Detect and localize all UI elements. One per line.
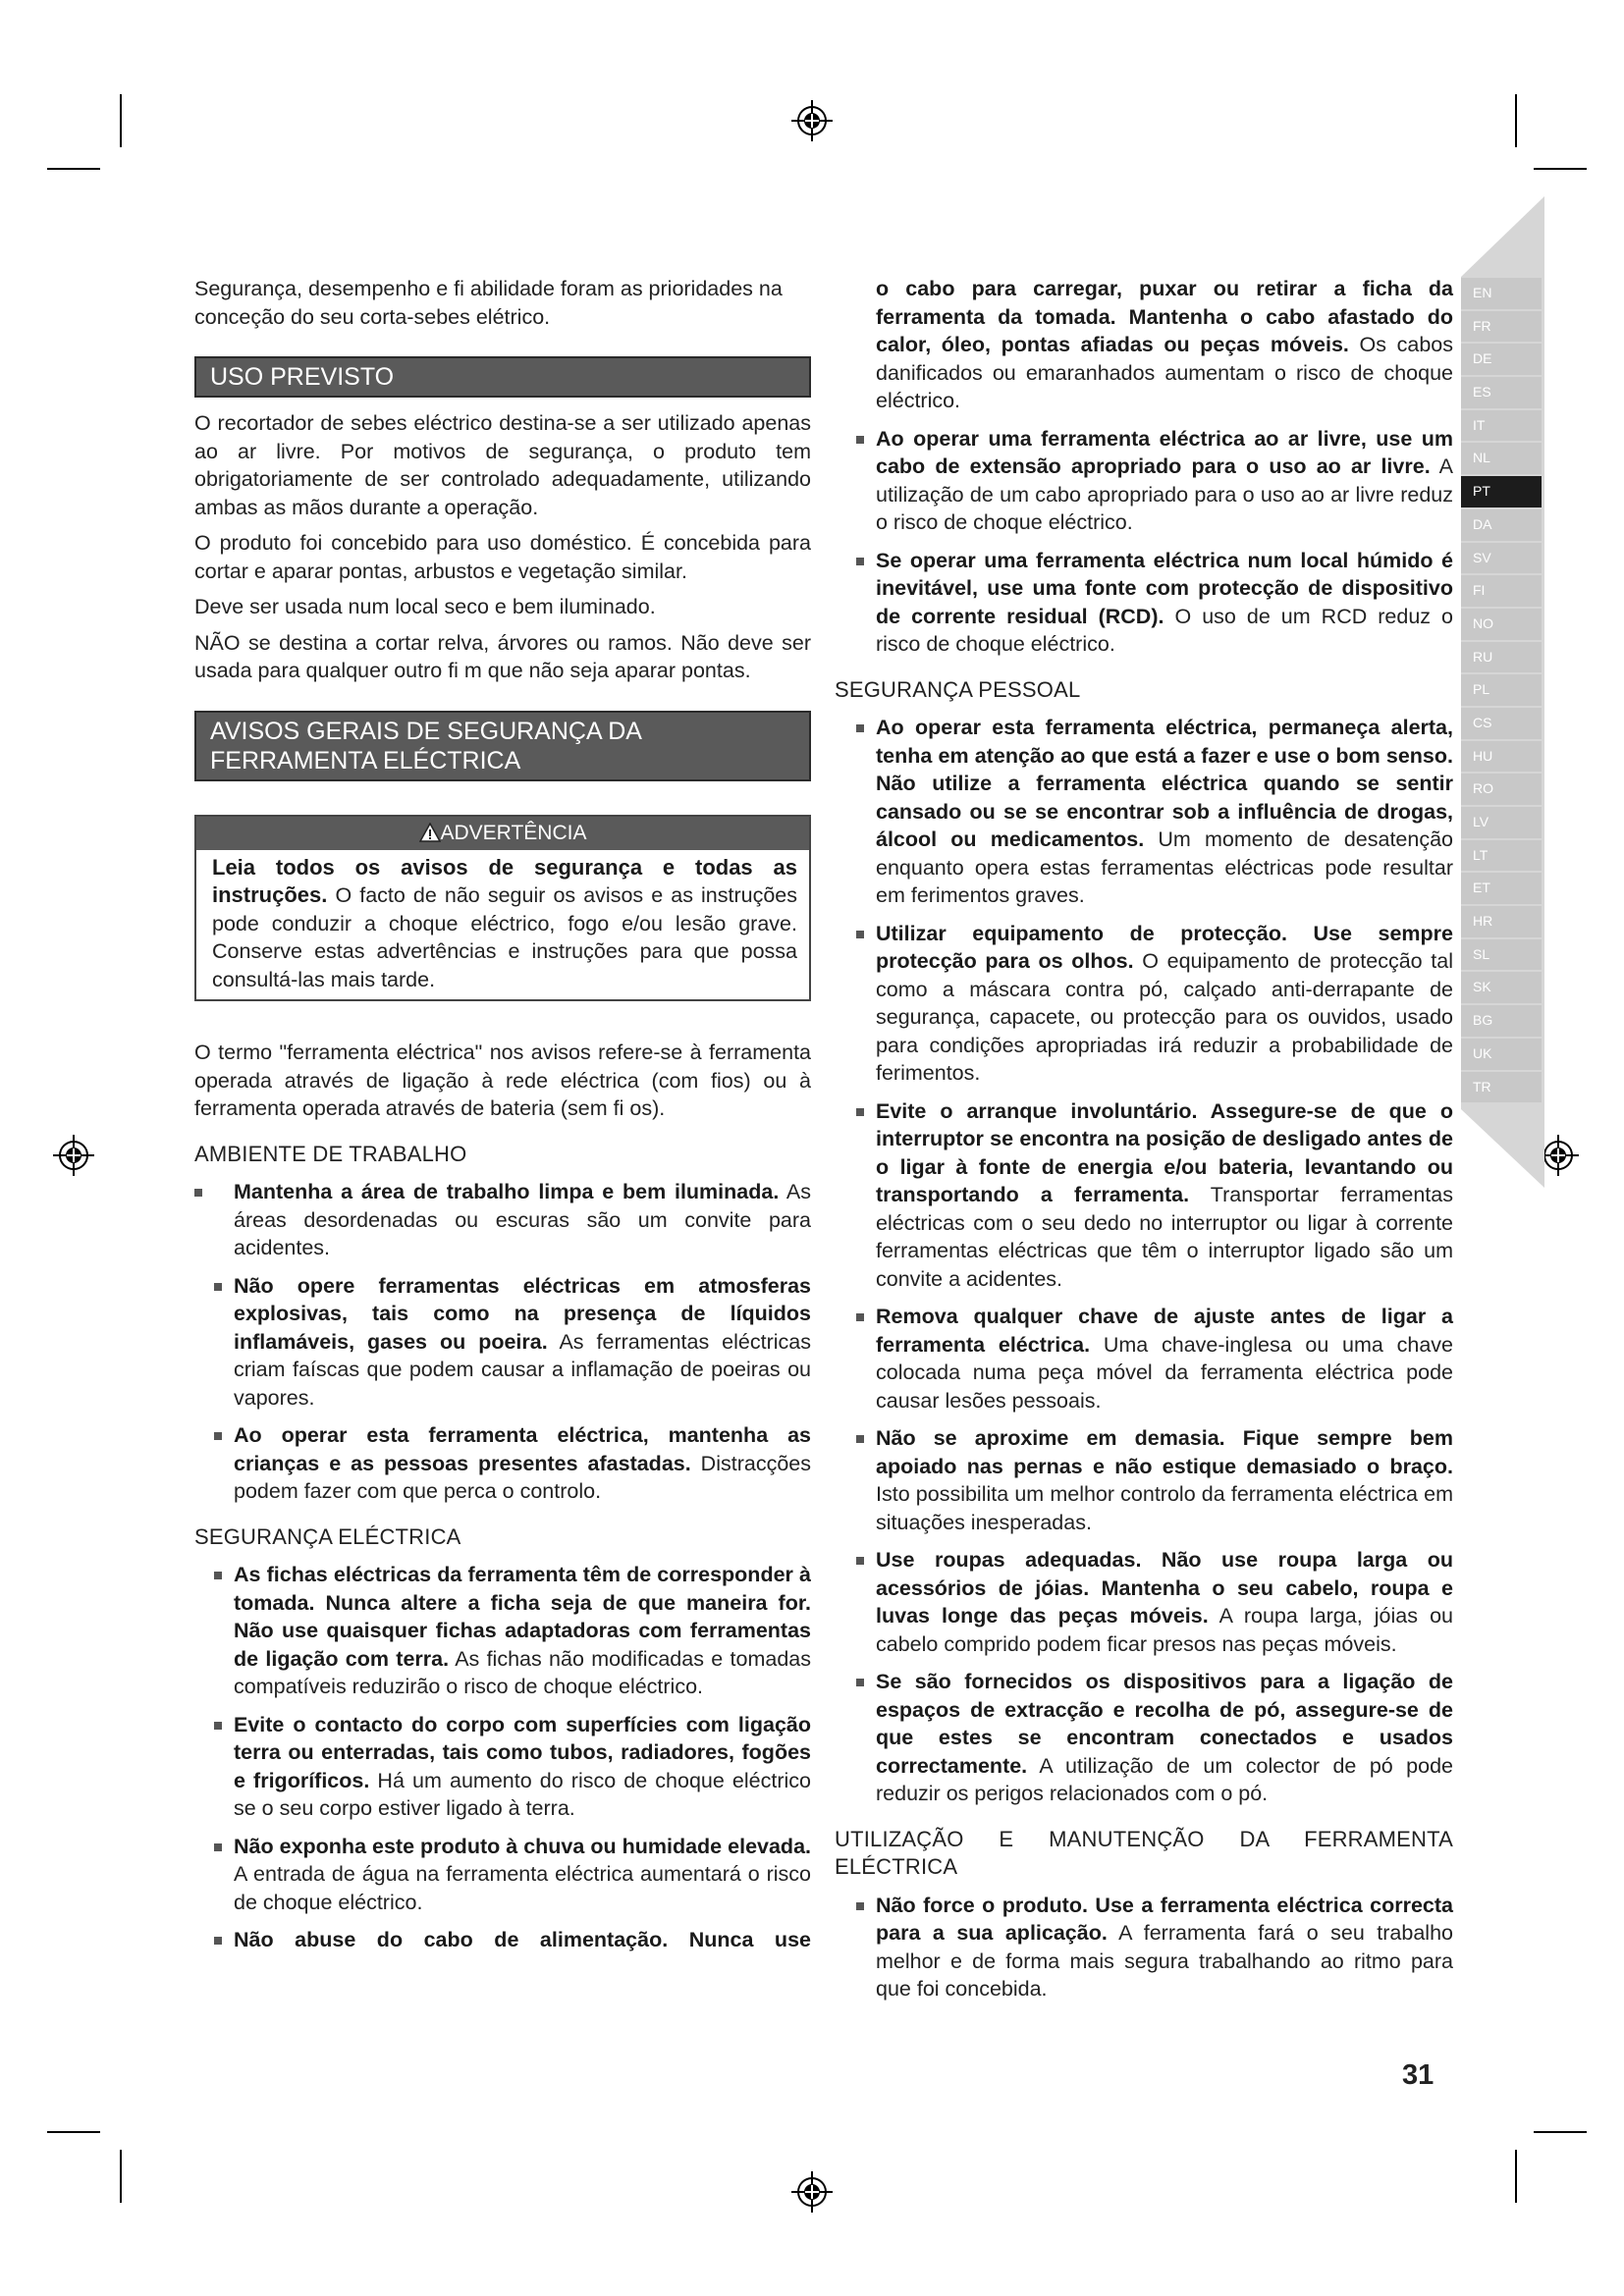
page-number: 31 [1402, 2059, 1435, 2091]
definition-paragraph: O termo "ferramenta eléctrica" nos avisos refere-se à ferramenta operada através de ligação à rede eléctrica (com fios) ou à ferramenta operada através de bateria (sem fi os). [194, 1041, 811, 1120]
list-item: Utilizar equipamento de protecção. Use sempre protecção para os olhos. O equipamento de protecção tal como a máscara contra pó, calçado anti-derrapante de segurança, capacete, ou protecção para os ouvidos, usado para condições apropriadas irá reduzir a probabilidade de ferimentos. [835, 920, 1453, 1088]
section-heading-seguranca-electrica: SEGURANÇA ELÉCTRICA [194, 1523, 461, 1549]
section-heading-seguranca-pessoal: SEGURANÇA PESSOAL [835, 676, 1081, 702]
list-item: Não opere ferramentas eléctricas em atmosferas explosivas, tais como na presença de líquidos inflamáveis, gases ou poeira. As ferramentas eléctricas criam faíscas que podem causar a inflamação de poeiras ou vapores. [194, 1272, 811, 1413]
list-item: Ao operar esta ferramenta eléctrica, mantenha as crianças e as pessoas presentes afastadas. Distracções podem fazer com que perca o controlo. [194, 1421, 811, 1506]
warning-box [194, 815, 811, 1002]
warning-lead: Leia todos os avisos de segurança e todas as instruções. [212, 854, 797, 907]
crop-mark [1534, 2131, 1587, 2133]
language-tab-da[interactable]: DA [1461, 509, 1542, 541]
list-item: Não force o produto. Use a ferramenta eléctrica correcta para a sua aplicação. A ferramenta fará o seu trabalho melhor e de forma mais segura trabalhando ao ritmo para que foi concebida. [835, 1892, 1453, 2003]
language-tabs [1461, 278, 1542, 1104]
warning-title: ADVERTÊNCIA [440, 821, 587, 844]
list-item: Mantenha a área de trabalho limpa e bem iluminada. As áreas desordenadas ou escuras são um convite para acidentes. [194, 1178, 811, 1262]
language-tab-es[interactable]: ES [1461, 377, 1542, 408]
language-tab-pt[interactable]: PT [1461, 476, 1542, 507]
language-tab-fi[interactable]: FI [1461, 575, 1542, 607]
language-tab-cs[interactable]: CS [1461, 708, 1542, 739]
language-tab-ru[interactable]: RU [1461, 642, 1542, 673]
language-tab-tr[interactable]: TR [1461, 1072, 1542, 1103]
list-item-continuation: o cabo para carregar, puxar ou retirar a ficha da ferramenta da tomada. Mantenha o cabo afastado do calor, óleo, pontas afiadas ou peças móveis. Os cabos danificados ou emaranhados aumentam o risco de choque eléctrico. [876, 277, 1453, 412]
language-tab-lv[interactable]: LV [1461, 807, 1542, 838]
list-item: Use roupas adequadas. Não use roupa larga ou acessórios de jóias. Mantenha o seu cabelo, roupa e luvas longe das peças móveis. A roupa larga, jóias ou cabelo comprido podem ficar presos nas peças móveis. [835, 1546, 1453, 1658]
list-item: Se são fornecidos os dispositivos para a ligação de espaços de extracção e recolha de pó, assegure-se de que estes se encontram conectados e usados correctamente. A utilização de um colector de pó pode reduzir os perigos relacionados com o pó. [835, 1668, 1453, 1808]
right-column [835, 275, 1453, 2013]
section-heading-utilizacao: UTILIZAÇÃO E MANUTENÇÃO DA FERRAMENTA ELÉCTRICA [835, 1826, 1453, 1879]
list-item: Evite o contacto do corpo com superfícies com ligação terra ou enterradas, tais como tubos, radiadores, fogões e frigoríficos. Há um aumento do risco de choque eléctrico se o seu corpo estiver ligado à terra. [194, 1711, 811, 1823]
list-item: Não se aproxime em demasia. Fique sempre bem apoiado nas pernas e não estique demasiado o braço. Isto possibilita um melhor controlo da ferramenta eléctrica em situações inesperadas. [835, 1424, 1453, 1536]
language-tab-pl[interactable]: PL [1461, 674, 1542, 706]
crop-mark [47, 2131, 100, 2133]
crop-mark [1534, 168, 1587, 170]
language-tab-bg[interactable]: BG [1461, 1005, 1542, 1037]
language-tab-ro[interactable]: RO [1461, 774, 1542, 805]
language-tab-de[interactable]: DE [1461, 344, 1542, 375]
crop-mark [47, 168, 100, 170]
registration-mark-icon [789, 98, 835, 143]
list-item: Não abuse do cabo de alimentação. Nunca use [194, 1926, 811, 1954]
language-tab-en[interactable]: EN [1461, 278, 1542, 309]
section-banner-uso-previsto: USO PREVISTO [194, 356, 811, 398]
list-item: Ao operar uma ferramenta eléctrica ao ar livre, use um cabo de extensão apropriado para o uso ao ar livre. A utilização de um cabo apropriado para o uso ao ar livre reduz o risco de choque eléctrico. [835, 425, 1453, 537]
language-tab-hu[interactable]: HU [1461, 741, 1542, 773]
crop-mark [120, 94, 122, 147]
language-tab-nl[interactable]: NL [1461, 443, 1542, 474]
intro-paragraph: Segurança, desempenho e fi abilidade foram as prioridades na conceção do seu corta-sebes elétrico. [194, 277, 783, 329]
language-tab-uk[interactable]: UK [1461, 1039, 1542, 1070]
language-tab-fr[interactable]: FR [1461, 311, 1542, 343]
paragraph: O recortador de sebes eléctrico destina-se a ser utilizado apenas ao ar livre. Por motivos de segurança, o produto tem obrigatoriamente de ser controlado adequadamente, utilizando ambas as mãos durante a operação. [194, 411, 811, 519]
language-tab-no[interactable]: NO [1461, 609, 1542, 640]
paragraph: O produto foi concebido para uso doméstico. É concebida para cortar e aparar pontas, arbustos e vegetação similar. [194, 531, 811, 583]
warning-body [196, 850, 809, 1000]
list-item: Não exponha este produto à chuva ou humidade elevada. A entrada de água na ferramenta eléctrica aumentará o risco de choque eléctrico. [194, 1833, 811, 1917]
list-item: Se operar uma ferramenta eléctrica num local húmido é inevitável, use uma fonte com protecção de dispositivo de corrente residual (RCD). O uso de um RCD reduz o risco de choque eléctrico. [835, 547, 1453, 659]
registration-mark-icon [789, 2169, 835, 2215]
left-column [194, 275, 811, 1964]
language-tab-it[interactable]: IT [1461, 410, 1542, 442]
crop-mark [1515, 2150, 1517, 2203]
warning-header [196, 817, 809, 850]
language-tab-lt[interactable]: LT [1461, 840, 1542, 872]
warning-text: O facto de não seguir os avisos e as instruções pode conduzir a choque eléctrico, fogo e/ou lesão grave. Conserve estas advertências e instruções para que possa consultá-las mais tarde. [212, 883, 797, 991]
list-item: As fichas eléctricas da ferramenta têm de corresponder à tomada. Nunca altere a ficha seja de que maneira for. Não use quaisquer fichas adaptadoras com ferramentas de ligação com terra. As fichas não modificadas e tomadas compatíveis reduzirão o risco de choque eléctrico. [194, 1561, 811, 1701]
language-tab-sv[interactable]: SV [1461, 543, 1542, 574]
crop-mark [1515, 94, 1517, 147]
section-banner-avisos: AVISOS GERAIS DE SEGURANÇA DA FERRAMENTA ELÉCTRICA [194, 711, 811, 781]
crop-mark [120, 2150, 122, 2203]
language-tab-et[interactable]: ET [1461, 873, 1542, 904]
language-tab-sk[interactable]: SK [1461, 972, 1542, 1003]
warning-triangle-icon [419, 823, 441, 842]
list-item: Remova qualquer chave de ajuste antes de ligar a ferramenta eléctrica. Uma chave-inglesa ou uma chave colocada numa peça móvel da ferramenta eléctrica pode causar lesões pessoais. [835, 1303, 1453, 1415]
list-item: Evite o arranque involuntário. Assegure-se de que o interruptor se encontra na posição de desligado antes de o ligar à fonte de energia e/ou bateria, levantando ou transportando a ferramenta. Transportar ferramentas eléctricas com o seu dedo no interruptor ou ligar à corrente ferramentas eléctricas que têm o interruptor ligado são um convite a acidentes. [835, 1097, 1453, 1294]
paragraph: Deve ser usada num local seco e bem iluminado. [194, 595, 656, 618]
language-tab-sl[interactable]: SL [1461, 939, 1542, 971]
section-heading-ambiente: AMBIENTE DE TRABALHO [194, 1141, 467, 1166]
language-tab-hr[interactable]: HR [1461, 906, 1542, 937]
list-item: Ao operar esta ferramenta eléctrica, permaneça alerta, tenha em atenção ao que está a fazer e use o bom senso. Não utilize a ferramenta eléctrica quando se sentir cansado ou se se encontrar sob a influência de drogas, álcool ou medicamentos. Um momento de desatenção enquanto opera estas ferramentas eléctricas pode resultar em ferimentos graves. [835, 714, 1453, 910]
registration-mark-icon [51, 1133, 96, 1178]
paragraph: NÃO se destina a cortar relva, árvores ou ramos. Não deve ser usada para qualquer outro fi m que não seja aparar pontas. [194, 630, 811, 682]
